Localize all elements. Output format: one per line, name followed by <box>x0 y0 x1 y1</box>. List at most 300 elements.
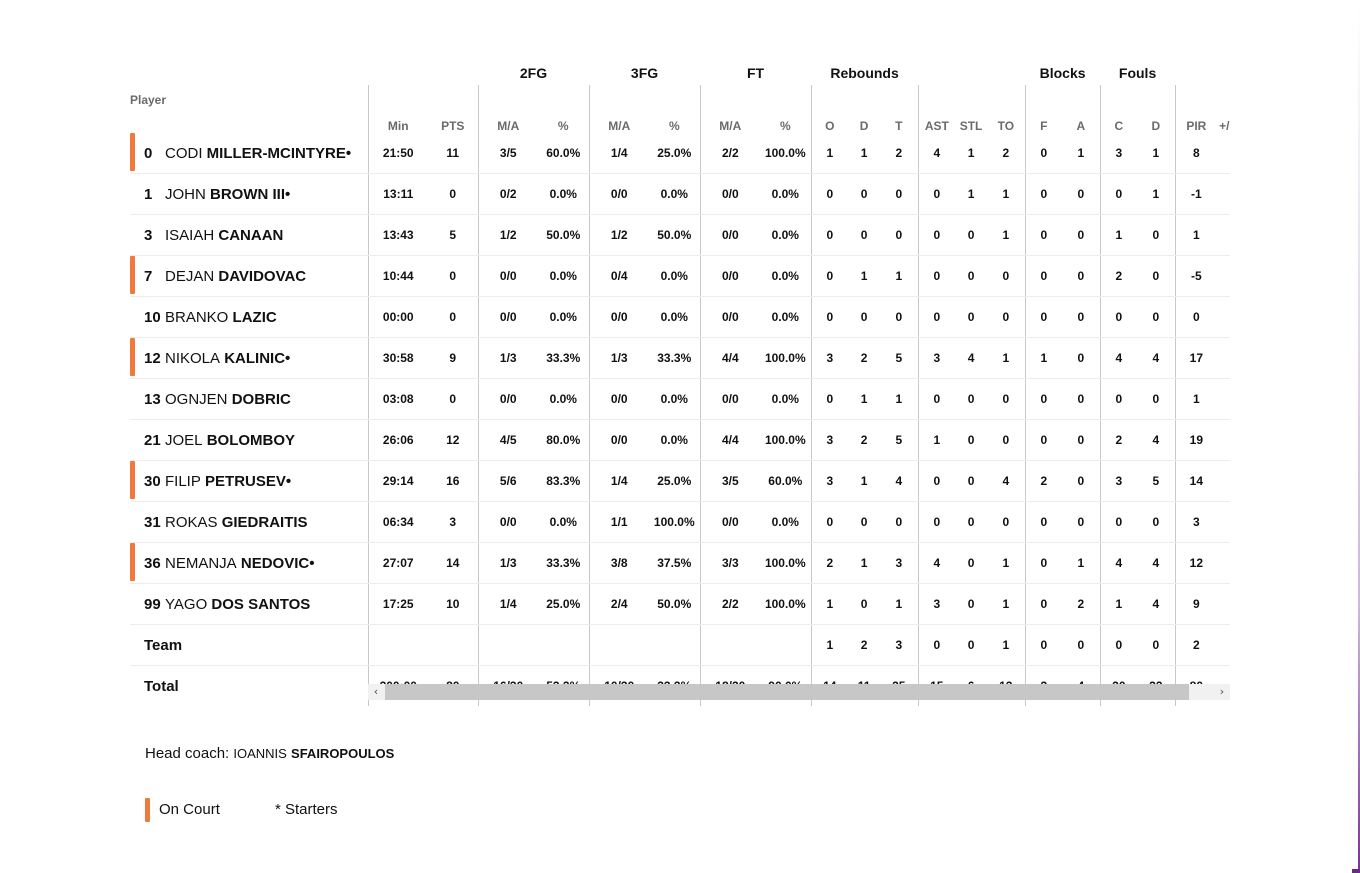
stat-foul-d: 4 <box>1137 420 1175 461</box>
box-score-scroll-container[interactable] <box>130 60 1230 706</box>
player-first-name[interactable]: ISAIAH <box>165 226 215 244</box>
player-cell[interactable] <box>130 338 368 379</box>
on-court-marker <box>130 543 135 581</box>
col-header-foul-d[interactable]: D <box>1151 119 1161 133</box>
stat-ast: 0 <box>918 256 955 297</box>
group-header-blank <box>130 60 368 85</box>
stat-blk-a: 0 <box>1062 502 1100 543</box>
stat-blk-a: 0 <box>1062 297 1100 338</box>
scroll-left-arrow-icon[interactable]: ‹ <box>373 685 379 698</box>
legend-starters-label: * Starters <box>275 801 338 818</box>
player-first-name[interactable]: OGNJEN <box>165 390 228 408</box>
box-score-body <box>130 133 1230 706</box>
player-number: 21 <box>144 431 161 449</box>
stat-pts: 12 <box>428 420 478 461</box>
stat-blk-f: 0 <box>1025 625 1062 666</box>
stat-stl: 0 <box>955 543 987 584</box>
group-header-blocks: Blocks <box>1039 64 1086 81</box>
player-last-name[interactable]: MILLER-MCINTYRE <box>206 144 346 162</box>
col-header-ft-ma[interactable]: M/A <box>700 85 760 133</box>
player-cell[interactable] <box>130 297 368 338</box>
stat-pir: 0 <box>1175 297 1217 338</box>
group-header-3fg: 3FG <box>630 64 659 81</box>
player-last-name[interactable]: LAZIC <box>232 308 277 326</box>
stat-fg2-pct: 25.0% <box>538 584 589 625</box>
stat-ast: 0 <box>918 297 955 338</box>
stat-reb-o: 2 <box>811 543 848 584</box>
stat-ft-ma <box>700 625 760 666</box>
stat-pir: 8 <box>1175 133 1217 174</box>
stat-fg3-pct: 0.0% <box>649 297 700 338</box>
player-cell[interactable] <box>130 461 368 502</box>
stat-pts: 16 <box>428 461 478 502</box>
player-last-name[interactable]: GIEDRAITIS <box>221 513 308 531</box>
stat-reb-d: 0 <box>848 174 880 215</box>
starter-mark: • <box>285 185 291 203</box>
stat-plus-minus <box>1217 543 1230 584</box>
stat-min: 27:07 <box>368 543 428 584</box>
group-header-rebounds: Rebounds <box>830 64 899 81</box>
stat-foul-d: 4 <box>1137 543 1175 584</box>
stat-fg3-ma: 1/4 <box>589 133 649 174</box>
stat-ast: 4 <box>918 543 955 584</box>
col-header-reb-d[interactable]: D <box>859 119 869 133</box>
col-header-pts[interactable]: PTS <box>441 119 465 133</box>
stat-plus-minus <box>1217 256 1230 297</box>
stat-stl: 0 <box>955 215 987 256</box>
stat-reb-d: 1 <box>848 461 880 502</box>
stat-fg3-pct: 25.0% <box>649 133 700 174</box>
stat-blk-a: 1 <box>1062 543 1100 584</box>
stat-fg2-ma: 3/5 <box>478 133 538 174</box>
stat-fg2-pct <box>538 625 589 666</box>
player-last-name[interactable]: CANAAN <box>218 226 284 244</box>
stat-min: 26:06 <box>368 420 428 461</box>
col-header-3fg-ma[interactable]: M/A <box>589 85 649 133</box>
stat-pts <box>428 625 478 666</box>
stat-fg3-ma: 0/0 <box>589 174 649 215</box>
stat-to: 0 <box>987 297 1025 338</box>
stat-blk-a: 2 <box>1062 584 1100 625</box>
stat-foul-c: 4 <box>1100 338 1137 379</box>
group-header-ft: FT <box>746 64 765 81</box>
stat-fg3-pct: 50.0% <box>649 215 700 256</box>
col-header-plus-minus[interactable]: +/ <box>1219 119 1230 133</box>
player-last-name[interactable]: DOS SANTOS <box>211 595 311 613</box>
stat-blk-a: 0 <box>1062 379 1100 420</box>
player-last-name[interactable]: PETRUSEV <box>205 472 286 490</box>
stat-fg3-ma: 1/3 <box>589 338 649 379</box>
stat-stl: 1 <box>955 174 987 215</box>
stat-foul-d: 1 <box>1137 174 1175 215</box>
col-header-min[interactable]: Min <box>368 85 428 133</box>
stat-reb-o: 3 <box>811 420 848 461</box>
stat-ft-pct: 100.0% <box>760 584 811 625</box>
stat-fg3-ma: 1/4 <box>589 461 649 502</box>
stat-blk-a: 0 <box>1062 174 1100 215</box>
stat-fg3-pct: 0.0% <box>649 256 700 297</box>
stat-fg3-pct: 37.5% <box>649 543 700 584</box>
stat-fg3-ma: 3/8 <box>589 543 649 584</box>
player-cell[interactable] <box>130 133 368 174</box>
player-cell[interactable] <box>130 420 368 461</box>
stat-fg2-pct: 83.3% <box>538 461 589 502</box>
stat-reb-t: 1 <box>880 584 918 625</box>
stat-ft-ma: 0/0 <box>700 174 760 215</box>
player-cell[interactable] <box>130 584 368 625</box>
stat-stl: 0 <box>955 297 987 338</box>
player-first-name[interactable]: DEJAN <box>165 267 215 285</box>
stat-fg2-pct: 33.3% <box>538 543 589 584</box>
stat-ast: 4 <box>918 133 955 174</box>
stat-plus-minus <box>1217 133 1230 174</box>
legend-on-court-label: On Court <box>159 801 220 818</box>
stat-reb-d: 2 <box>848 625 880 666</box>
stat-fg2-ma: 0/0 <box>478 379 538 420</box>
stat-foul-c: 4 <box>1100 543 1137 584</box>
stat-fg2-ma: 4/5 <box>478 420 538 461</box>
stat-ast: 0 <box>918 174 955 215</box>
stat-blk-f: 0 <box>1025 133 1062 174</box>
stat-ft-pct: 100.0% <box>760 543 811 584</box>
player-first-name[interactable]: BRANKO <box>165 308 229 326</box>
head-coach-last-name: SFAIROPOULOS <box>291 746 395 761</box>
player-number: 13 <box>144 390 161 408</box>
col-header-foul-c[interactable]: C <box>1100 85 1137 133</box>
stat-min <box>368 625 428 666</box>
player-last-name[interactable]: BOLOMBOY <box>206 431 296 449</box>
player-number: 1 <box>144 185 153 203</box>
stat-fg2-pct: 50.0% <box>538 215 589 256</box>
stat-ft-pct: 0.0% <box>760 256 811 297</box>
stat-fg3-ma: 1/2 <box>589 215 649 256</box>
stat-fg2-pct: 33.3% <box>538 338 589 379</box>
player-last-name[interactable]: NEDOVIC <box>240 554 310 572</box>
player-number: 7 <box>144 267 153 285</box>
stat-to: 1 <box>987 174 1025 215</box>
stat-blk-a: 0 <box>1062 215 1100 256</box>
stat-blk-f: 0 <box>1025 256 1062 297</box>
stat-ast: 0 <box>918 215 955 256</box>
player-row[interactable] <box>130 174 1230 215</box>
stat-to: 1 <box>987 625 1025 666</box>
stat-reb-t: 2 <box>880 133 918 174</box>
starter-mark: • <box>309 554 315 572</box>
stat-stl: 0 <box>955 256 987 297</box>
stat-ft-pct <box>760 625 811 666</box>
player-row[interactable] <box>130 297 1230 338</box>
team-row-label: Team <box>144 636 183 654</box>
stat-to: 2 <box>987 133 1025 174</box>
player-first-name[interactable]: YAGO <box>165 595 208 613</box>
col-header-ft-pct[interactable]: % <box>779 119 791 133</box>
player-number: 99 <box>144 595 161 613</box>
group-header-blank <box>918 60 1025 85</box>
stat-reb-t: 5 <box>880 420 918 461</box>
player-row[interactable] <box>130 502 1230 543</box>
stat-fg3-pct: 0.0% <box>649 420 700 461</box>
stat-plus-minus <box>1217 502 1230 543</box>
stat-reb-d: 0 <box>848 584 880 625</box>
player-row[interactable] <box>130 215 1230 256</box>
stat-fg2-pct: 0.0% <box>538 297 589 338</box>
stat-reb-t: 1 <box>880 256 918 297</box>
player-first-name[interactable]: CODI <box>165 144 203 162</box>
total-row-label: Total <box>144 677 179 695</box>
scrollbar-thumb[interactable] <box>385 684 1189 700</box>
player-row[interactable] <box>130 584 1230 625</box>
group-header-fouls: Fouls <box>1118 64 1157 81</box>
player-number: 12 <box>144 349 161 367</box>
stat-min: 10:44 <box>368 256 428 297</box>
player-row[interactable] <box>130 461 1230 502</box>
stat-fg2-ma: 1/2 <box>478 215 538 256</box>
player-last-name[interactable]: BROWN III <box>210 185 286 203</box>
player-cell[interactable] <box>130 174 368 215</box>
col-header-ast[interactable]: AST <box>918 85 955 133</box>
stat-plus-minus <box>1217 420 1230 461</box>
stat-foul-d: 0 <box>1137 502 1175 543</box>
stat-ft-pct: 100.0% <box>760 420 811 461</box>
starter-mark: • <box>285 349 291 367</box>
stat-stl: 0 <box>955 625 987 666</box>
player-cell[interactable] <box>130 215 368 256</box>
head-coach-line <box>145 745 394 762</box>
on-court-legend-marker <box>145 798 150 822</box>
col-header-reb-t[interactable]: T <box>895 119 903 133</box>
stat-fg3-ma: 0/0 <box>589 420 649 461</box>
stat-reb-o: 0 <box>811 502 848 543</box>
on-court-marker <box>130 461 135 499</box>
stat-foul-c: 3 <box>1100 133 1137 174</box>
stat-to: 0 <box>987 502 1025 543</box>
stat-blk-f: 0 <box>1025 215 1062 256</box>
player-row[interactable] <box>130 379 1230 420</box>
stat-reb-o: 3 <box>811 338 848 379</box>
player-first-name[interactable]: NIKOLA <box>165 349 221 367</box>
stat-blk-a: 0 <box>1062 338 1100 379</box>
stat-to: 4 <box>987 461 1025 502</box>
player-first-name[interactable]: ROKAS <box>165 513 218 531</box>
total-row-label-cell <box>130 666 368 707</box>
stat-ft-pct: 0.0% <box>760 379 811 420</box>
stat-blk-f: 0 <box>1025 502 1062 543</box>
stat-foul-d: 1 <box>1137 133 1175 174</box>
player-first-name[interactable]: FILIP <box>165 472 201 490</box>
stat-plus-minus <box>1217 174 1230 215</box>
stat-blk-f: 0 <box>1025 420 1062 461</box>
player-row[interactable] <box>130 256 1230 297</box>
stat-blk-f: 1 <box>1025 338 1062 379</box>
stat-pir: 1 <box>1175 215 1217 256</box>
stat-foul-c: 1 <box>1100 215 1137 256</box>
stat-fg2-ma: 0/0 <box>478 256 538 297</box>
stat-ft-ma: 4/4 <box>700 420 760 461</box>
stat-foul-d: 4 <box>1137 584 1175 625</box>
player-first-name[interactable]: NEMANJA <box>165 554 237 572</box>
stat-pir: -1 <box>1175 174 1217 215</box>
col-header-pir[interactable]: PIR <box>1175 85 1217 133</box>
stat-stl: 0 <box>955 502 987 543</box>
scroll-right-arrow-icon[interactable]: › <box>1219 685 1225 698</box>
stat-reb-t: 4 <box>880 461 918 502</box>
head-coach-first-name: IOANNIS <box>233 746 287 761</box>
player-number: 0 <box>144 144 153 162</box>
stat-min: 13:43 <box>368 215 428 256</box>
stat-ft-ma: 0/0 <box>700 379 760 420</box>
stat-ft-ma: 3/5 <box>700 461 760 502</box>
stat-ft-pct: 100.0% <box>760 133 811 174</box>
stat-fg3-ma: 1/1 <box>589 502 649 543</box>
stat-ast: 0 <box>918 625 955 666</box>
col-header-2fg-pct[interactable]: % <box>557 119 569 133</box>
stat-pir: -5 <box>1175 256 1217 297</box>
stat-fg2-pct: 0.0% <box>538 502 589 543</box>
stat-ast: 3 <box>918 338 955 379</box>
stat-reb-t: 0 <box>880 174 918 215</box>
player-last-name[interactable]: KALINIC <box>224 349 286 367</box>
stat-pts: 14 <box>428 543 478 584</box>
stat-fg3-pct: 50.0% <box>649 584 700 625</box>
stat-fg3-ma: 0/0 <box>589 297 649 338</box>
stat-reb-o: 1 <box>811 133 848 174</box>
stat-foul-c: 0 <box>1100 174 1137 215</box>
stat-ft-pct: 0.0% <box>760 174 811 215</box>
player-first-name[interactable]: JOEL <box>165 431 203 449</box>
stat-ft-pct: 0.0% <box>760 297 811 338</box>
stat-min: 17:25 <box>368 584 428 625</box>
stat-pir: 2 <box>1175 625 1217 666</box>
stat-fg3-pct: 25.0% <box>649 461 700 502</box>
stat-to: 1 <box>987 584 1025 625</box>
stat-ft-pct: 100.0% <box>760 338 811 379</box>
col-header-blk-a[interactable]: A <box>1076 119 1086 133</box>
col-header-reb-o[interactable]: O <box>811 85 848 133</box>
stat-foul-d: 0 <box>1137 215 1175 256</box>
player-first-name[interactable]: JOHN <box>165 185 206 203</box>
stat-reb-t: 3 <box>880 625 918 666</box>
col-header-stl[interactable]: STL <box>959 119 983 133</box>
stat-min: 03:08 <box>368 379 428 420</box>
stat-blk-a: 0 <box>1062 256 1100 297</box>
stat-reb-o: 0 <box>811 379 848 420</box>
stat-stl: 0 <box>955 584 987 625</box>
stat-blk-a: 0 <box>1062 420 1100 461</box>
stat-reb-o: 1 <box>811 625 848 666</box>
stat-reb-d: 1 <box>848 256 880 297</box>
player-row[interactable] <box>130 420 1230 461</box>
stat-reb-d: 2 <box>848 338 880 379</box>
stat-fg2-pct: 0.0% <box>538 379 589 420</box>
stat-reb-o: 0 <box>811 174 848 215</box>
stat-fg3-ma <box>589 625 649 666</box>
stat-blk-f: 0 <box>1025 174 1062 215</box>
stat-foul-d: 5 <box>1137 461 1175 502</box>
stat-blk-a: 0 <box>1062 625 1100 666</box>
stat-foul-c: 2 <box>1100 256 1137 297</box>
stat-to: 1 <box>987 543 1025 584</box>
col-header-player[interactable]: Player <box>130 93 167 107</box>
stat-ft-pct: 0.0% <box>760 502 811 543</box>
stat-fg2-pct: 80.0% <box>538 420 589 461</box>
stat-fg2-ma: 0/0 <box>478 502 538 543</box>
stat-blk-a: 1 <box>1062 133 1100 174</box>
stat-pir: 19 <box>1175 420 1217 461</box>
stat-blk-f: 0 <box>1025 297 1062 338</box>
player-row[interactable] <box>130 543 1230 584</box>
stat-min: 06:34 <box>368 502 428 543</box>
stat-pir: 3 <box>1175 502 1217 543</box>
stat-pir: 17 <box>1175 338 1217 379</box>
stat-plus-minus <box>1217 625 1230 666</box>
stat-pts: 0 <box>428 379 478 420</box>
stat-pir: 1 <box>1175 379 1217 420</box>
stat-fg2-pct: 0.0% <box>538 256 589 297</box>
player-row[interactable] <box>130 133 1230 174</box>
col-header-to[interactable]: TO <box>997 119 1015 133</box>
stat-min: 21:50 <box>368 133 428 174</box>
stat-pir: 12 <box>1175 543 1217 584</box>
stat-ft-ma: 0/0 <box>700 256 760 297</box>
starter-mark: • <box>285 472 292 490</box>
stat-reb-o: 1 <box>811 584 848 625</box>
column-header-row <box>130 85 1230 133</box>
stat-fg3-pct <box>649 625 700 666</box>
col-header-blk-f[interactable]: F <box>1025 85 1062 133</box>
stat-foul-d: 0 <box>1137 256 1175 297</box>
team-row-label-cell <box>130 625 368 666</box>
stat-reb-d: 0 <box>848 215 880 256</box>
stat-reb-t: 0 <box>880 215 918 256</box>
player-cell[interactable] <box>130 543 368 584</box>
player-number: 30 <box>144 472 161 490</box>
player-number: 31 <box>144 513 161 531</box>
stat-ft-pct: 0.0% <box>760 215 811 256</box>
stat-to: 0 <box>987 256 1025 297</box>
stat-plus-minus <box>1217 297 1230 338</box>
stat-reb-d: 2 <box>848 420 880 461</box>
player-row[interactable] <box>130 338 1230 379</box>
player-cell[interactable] <box>130 379 368 420</box>
stat-fg3-pct: 0.0% <box>649 379 700 420</box>
stat-ast: 1 <box>918 420 955 461</box>
window-corner <box>1352 869 1360 873</box>
col-header-3fg-pct[interactable]: % <box>668 119 680 133</box>
stat-to: 1 <box>987 338 1025 379</box>
player-cell[interactable] <box>130 502 368 543</box>
on-court-marker <box>130 338 135 376</box>
player-last-name[interactable]: DOBRIC <box>231 390 291 408</box>
stat-fg2-ma <box>478 625 538 666</box>
player-last-name[interactable]: DAVIDOVAC <box>218 267 307 285</box>
stat-stl: 0 <box>955 461 987 502</box>
stat-fg3-ma: 2/4 <box>589 584 649 625</box>
player-cell[interactable] <box>130 256 368 297</box>
stat-stl: 0 <box>955 379 987 420</box>
stat-min: 29:14 <box>368 461 428 502</box>
horizontal-scrollbar[interactable] <box>368 684 1230 700</box>
stat-reb-d: 0 <box>848 502 880 543</box>
on-court-marker <box>130 133 135 171</box>
stat-reb-t: 5 <box>880 338 918 379</box>
stat-pts: 11 <box>428 133 478 174</box>
stat-plus-minus <box>1217 379 1230 420</box>
stat-foul-c: 0 <box>1100 297 1137 338</box>
col-header-2fg-ma[interactable]: M/A <box>478 85 538 133</box>
stat-min: 13:11 <box>368 174 428 215</box>
stat-fg2-ma: 0/0 <box>478 297 538 338</box>
box-score-table <box>130 60 1230 706</box>
